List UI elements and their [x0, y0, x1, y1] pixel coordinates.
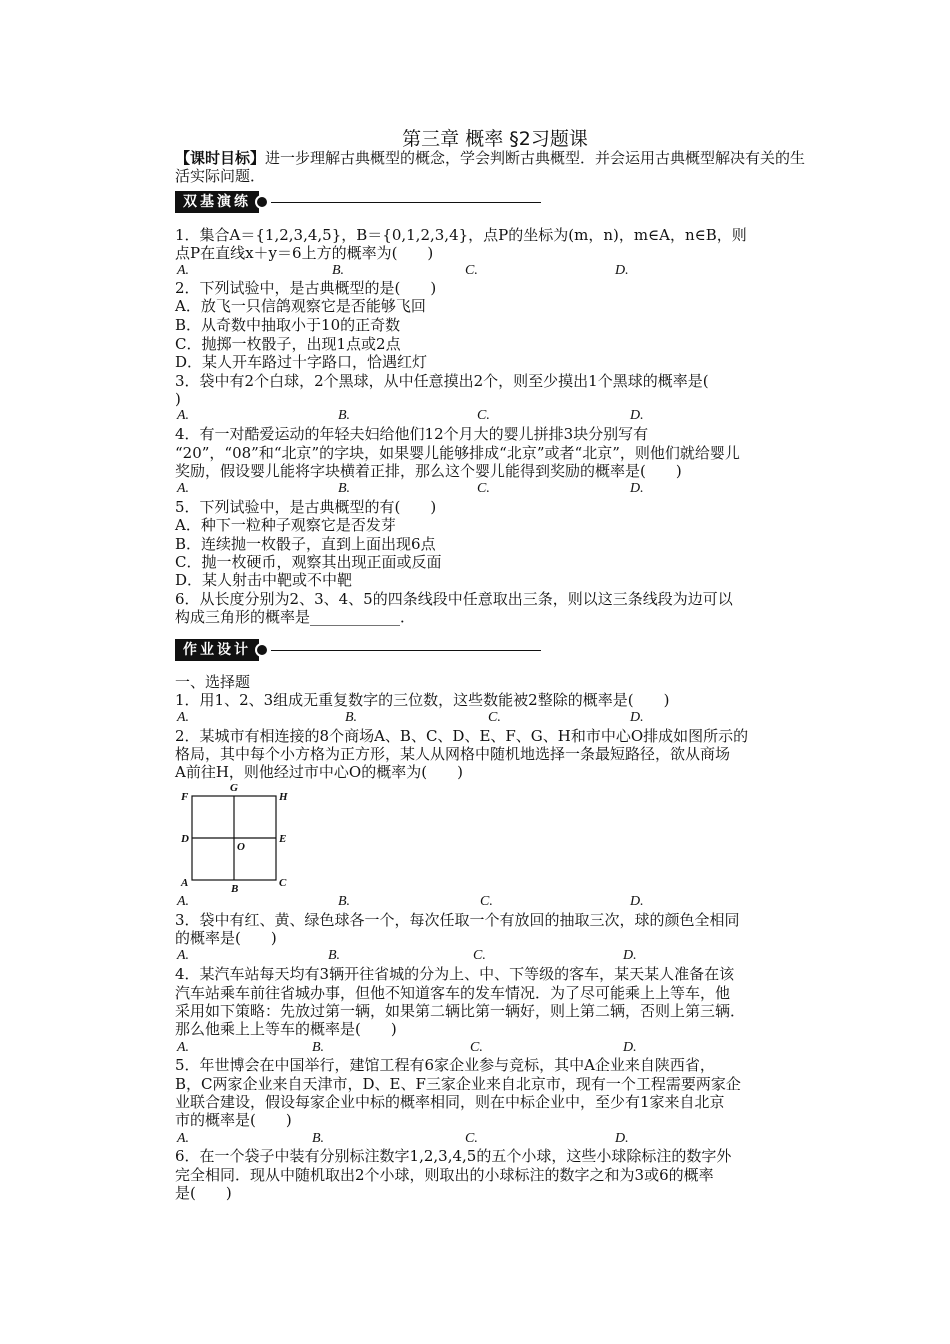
bullet-icon [255, 195, 269, 209]
text-line: 业联合建设，假设每家企业中标的概率相同，则在中标企业中，至少有1家来自北京 [175, 1093, 725, 1111]
lesson-goal [175, 149, 815, 185]
option-d: D. [630, 710, 644, 725]
text-line: 构成三角形的概率是____________． [175, 608, 416, 626]
option-c: C. [470, 1040, 483, 1055]
section-divider [271, 650, 541, 651]
option-row [175, 947, 815, 965]
text-line: B．从奇数中抽取小于10的正奇数 [175, 316, 401, 334]
option-c: C. [473, 948, 486, 963]
goal-text: 进一步理解古典概型的概念，学会判断古典概型．并会运用古典概型解决有关的生活实际问题． [175, 149, 806, 185]
option-b: B. [338, 481, 351, 496]
option-c: C. [477, 481, 490, 496]
city-grid-diagram [175, 780, 305, 895]
grid-label-h: H [279, 791, 288, 803]
option-row [175, 1039, 815, 1057]
option-c: C. [480, 894, 493, 909]
text-line: 4．有一对酷爱运动的年轻夫妇给他们12个月大的婴儿拼排3块分别写有 [175, 425, 649, 443]
text-line: D．某人射击中靶或不中靶 [175, 571, 353, 589]
section-banner-homework [175, 639, 541, 661]
option-c: C. [465, 263, 478, 278]
option-c: C. [488, 710, 501, 725]
grid-label-b: B [231, 883, 239, 895]
text-line: 3．袋中有红、黄、绿色球各一个，每次任取一个有放回的抽取三次，球的颜色全相同 [175, 911, 740, 929]
option-c: C. [465, 1131, 478, 1146]
grid-label-f: F [181, 791, 189, 803]
text-line: 那么他乘上上等车的概率是( ) [175, 1020, 397, 1038]
text-line: 点P在直线x＋y＝6上方的概率为( ) [175, 244, 434, 262]
text-line: 1．用1、2、3组成无重复数字的三位数，这些数能被2整除的概率是( ) [175, 691, 670, 709]
grid-label-d: D [181, 833, 189, 845]
text-line: 汽车站乘车前往省城办事，但他不知道客车的发车情况．为了尽可能乘上上等车，他 [175, 984, 731, 1002]
option-d: D. [630, 894, 644, 909]
section-title-basic: 双基演练 [175, 191, 259, 213]
text-line: 格局，其中每个小方格为正方形，某人从网格中随机地选择一条最短路径，欲从商场 [175, 745, 731, 763]
option-a: A. [177, 408, 190, 423]
text-line: 4．某汽车站每天均有3辆开往省城的分为上、中、下等级的客车，某天某人准备在该 [175, 965, 735, 983]
option-a: A. [177, 1040, 190, 1055]
option-row [175, 893, 815, 911]
option-row [175, 709, 815, 727]
option-d: D. [623, 1040, 637, 1055]
option-a: A. [177, 481, 190, 496]
page-title: 第三章 概率 §2习题课 [402, 128, 588, 150]
option-b: B. [312, 1131, 325, 1146]
bullet-icon [255, 643, 269, 657]
grid-label-e: E [279, 833, 287, 845]
text-line: C．抛一枚硬币，观察其出现正面或反面 [175, 553, 442, 571]
text-line: D．某人开车路过十字路口，恰遇红灯 [175, 353, 428, 371]
text-line: 2．某城市有相连接的8个商场A、B、C、D、E、F、G、H和市中心O排成如图所示的 [175, 727, 749, 745]
text-line: 市的概率是( ) [175, 1111, 292, 1129]
text-line: ) [175, 390, 181, 408]
text-line: 的概率是( ) [175, 929, 277, 947]
section-title-homework: 作业设计 [175, 639, 259, 661]
text-line: C．抛掷一枚骰子，出现1点或2点 [175, 335, 401, 353]
option-b: B. [338, 408, 351, 423]
option-d: D. [623, 948, 637, 963]
option-a: A. [177, 1131, 190, 1146]
option-b: B. [338, 894, 351, 909]
text-line: 1．集合A＝{1,2,3,4,5}，B＝{0,1,2,3,4}，点P的坐标为(m，n)，m∈A，n∈B，则 [175, 226, 747, 244]
text-line: 采用如下策略：先放过第一辆，如果第二辆比第一辆好，则上第二辆，否则上第三辆． [175, 1002, 746, 1020]
option-b: B. [345, 710, 358, 725]
option-d: D. [615, 1131, 629, 1146]
text-line: 完全相同．现从中随机取出2个小球，则取出的小球标注的数字之和为3或6的概率 [175, 1166, 714, 1184]
option-b: B. [328, 948, 341, 963]
option-b: B. [312, 1040, 325, 1055]
text-line: 3．袋中有2个白球，2个黑球，从中任意摸出2个，则至少摸出1个黑球的概率是( [175, 372, 709, 390]
text-line: 6．从长度分别为2、3、4、5的四条线段中任意取出三条，则以这三条线段为边可以 [175, 590, 733, 608]
section-banner-basic [175, 191, 541, 213]
option-row [175, 407, 815, 425]
option-a: A. [177, 263, 190, 278]
option-row [175, 262, 815, 280]
text-line: A前往H，则他经过市中心O的概率为( ) [175, 763, 463, 781]
section-divider [271, 202, 541, 203]
option-b: B. [332, 263, 345, 278]
option-d: D. [615, 263, 629, 278]
grid-label-c: C [279, 877, 287, 889]
text-line: B，C两家企业来自天津市，D、E、F三家企业来自北京市，现有一个工程需要两家企 [175, 1075, 741, 1093]
text-line: 是( ) [175, 1184, 232, 1202]
text-line: 5．年世博会在中国举行，建馆工程有6家企业参与竞标，其中A企业来自陕西省， [175, 1056, 715, 1074]
option-row [175, 1130, 815, 1148]
text-line: B．连续抛一枚骰子，直到上面出现6点 [175, 535, 436, 553]
option-row [175, 480, 815, 498]
text-line: A．种下一粒种子观察它是否发芽 [175, 516, 396, 534]
text-line: “20”，“08”和“北京”的字块，如果婴儿能够排成“北京”或者“北京”，则他们就给婴儿 [175, 444, 740, 462]
option-d: D. [630, 408, 644, 423]
text-line: 5．下列试验中，是古典概型的有( ) [175, 498, 437, 516]
option-c: C. [477, 408, 490, 423]
option-a: A. [177, 948, 190, 963]
text-line: 6．在一个袋子中装有分别标注数字1,2,3,4,5的五个小球，这些小球除标注的数字外 [175, 1147, 732, 1165]
grid-label-g: G [230, 782, 238, 794]
option-a: A. [177, 710, 190, 725]
text-line: 一、选择题 [175, 673, 251, 691]
text-line: A．放飞一只信鸽观察它是否能够飞回 [175, 297, 426, 315]
grid-label-o: O [237, 841, 245, 853]
grid-label-a: A [181, 877, 189, 889]
option-a: A. [177, 894, 190, 909]
goal-label: 【课时目标】 [175, 149, 266, 167]
text-line: 2．下列试验中，是古典概型的是( ) [175, 279, 437, 297]
option-d: D. [630, 481, 644, 496]
text-line: 奖励，假设婴儿能将字块横着正排，那么这个婴儿能得到奖励的概率是( ) [175, 462, 682, 480]
